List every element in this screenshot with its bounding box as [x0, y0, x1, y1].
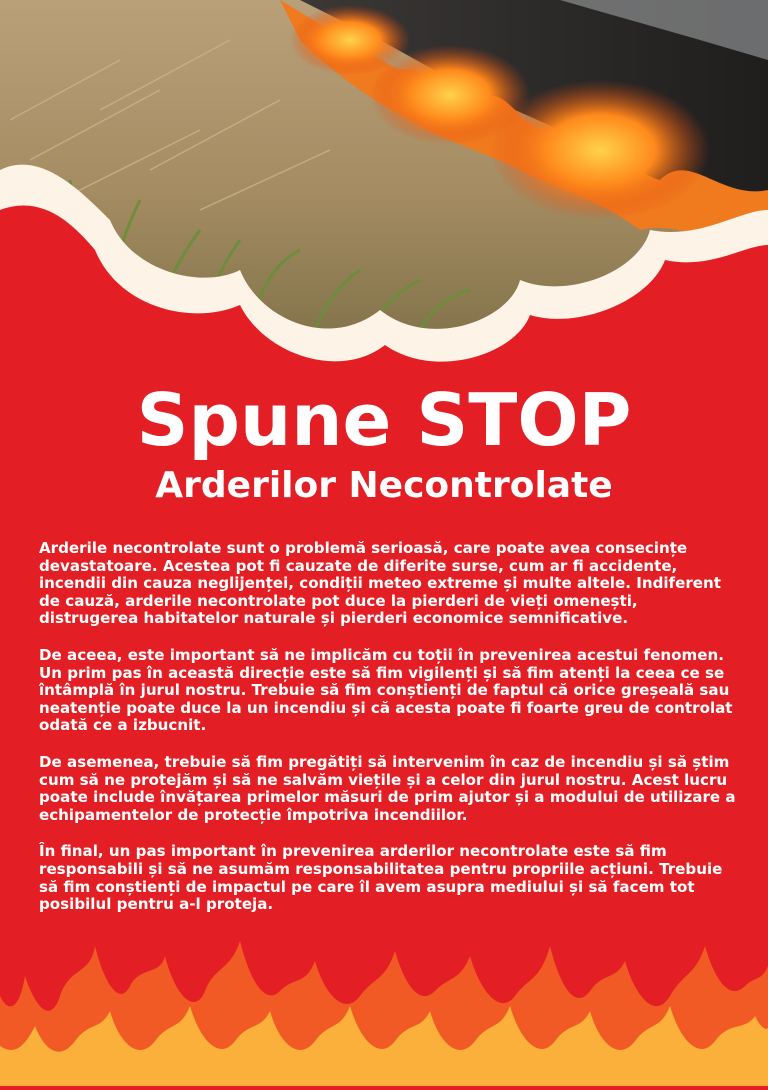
headline: [0, 378, 768, 510]
cloud-border: [0, 150, 768, 390]
paragraph-1: Arderile necontrolate sunt o problemă serioasă, care poate avea consecințe devastatoare. Acestea pot fi cauzate de diferite surse, cum ar fi accidente, incendii din cauza neglijenței, condiții meteo extreme și multe altele. Indiferent de cauză, arderile necontrolate pot duce la pierderi de vieți omenești, distrugerea habitatelor naturale și pierderi economice semnificative.: [39, 539, 721, 628]
flames-decoration: [0, 936, 768, 1086]
body-text: [39, 540, 739, 933]
paragraph-3: De asemenea, trebuie să fim pregătiți să intervenim în caz de incendiu și să știm cum să ne protejăm și să ne salvăm viețile și a celor din jurul nostru. Acest lucru poate include învățarea primelor măsuri de prim ajutor și a modului de utilizare a echipamentelor de protecție împotriva incendiilor.: [39, 752, 736, 824]
paragraph-2: De aceea, este important să ne implicăm cu toții în prevenirea acestui fenomen. Un prim pas în această direcție este să fim vigilenți și să fim atenți la ceea ce se întâmplă în jurul nostru. Trebuie să fim conștienți de faptul că orice greșeală sau neatenție poate duce la un incendiu și că acesta poate fi foarte greu de controlat odată ce a izbucnit.: [39, 645, 733, 735]
headline-subtitle: Arderilor Necontrolate: [155, 465, 613, 506]
headline-title: Spune STOP: [136, 378, 632, 462]
paragraph-4: În final, un pas important în prevenirea arderilor necontrolate este să fim responsabili și să ne asumăm responsabilitatea pentru propriile acțiuni. Trebuie să fim conștienți de impactul pe care îl avem asupra mediului și să facem tot posibilul pentru a-l proteja.: [39, 842, 723, 914]
